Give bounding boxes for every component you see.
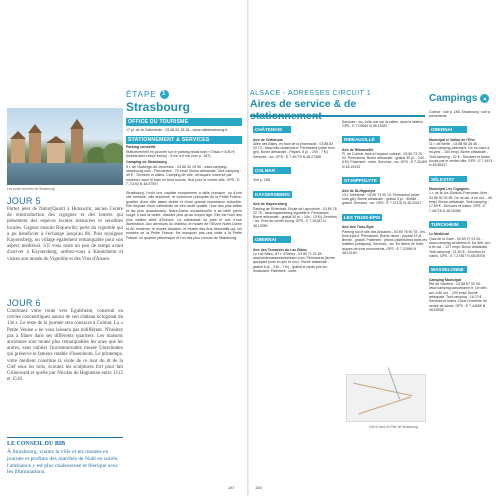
camping-text: 11 r. de Berlin - 03 88 95 38 48 - www.camping-obernai.fr. De mi-mars à mi-janv. - 150 empl. Borne artisanale - Tarif camping : 22 € - Services et loisirs. Accès par le centre-ville. GPS : E 7.4674 N 48.46517: [429, 141, 493, 168]
strasbourg-body: Strasbourg, l'ordo une capitale européenne à taille humaine, ou d'une cité romaine, ville ancienne, et commune principale de la Petite France, quartier d'une ville assez visible et d'une grande importance culturelle. Elle dispose d'une cathédrale de très haute qualité, l'une des plus belles et les plus audacieuses. Notre-Dame occasionnelle à sa belle pierre rouge, il faut la visiter, d'autant plus qu'au moyen âge. Elle est l'une des plus vieilles villes d'Europe. La cathédrale se pare le soir d'une illumination. Aux alentours du château, le musée de l'Œuvre Notre-Dame et Art moderne, le musée Alsacien, le musée des Arts décoratifs qui, les musées de la Petite France. Ne manquez pas une visite à la Petite France, un quartier pittoresque et l'un des plus connus de Strasbourg.: [126, 190, 242, 240]
office-band: OFFICE DU TOURISME: [126, 118, 242, 126]
camping-band: SÉLESTAT: [429, 176, 467, 183]
station-band: STATIONNEMENT & SERVICES: [126, 136, 242, 144]
etape-label: [126, 90, 242, 99]
camping-entry: [429, 118, 493, 168]
camping-text: 9 r. de l'Auberge-de-Jeunesse - 03 88 30 19 96 - www.camping-strasbourg.com - Permanent - 70 empl. Borne artisanale. Tarif camping : 49 € - Services et loisirs. Camping de ville, verdoyant, traversé par ruisseau, avec le tram en fond sonore. Bus pour le centre-ville. GPS : E 7.71192 N 48.57597: [126, 164, 241, 187]
photo-caption: Les ponts couverts de Strasbourg: [7, 187, 55, 191]
camping-entry-title: Le Médiéval: [429, 232, 449, 237]
aire-entry: [342, 169, 427, 206]
camping-entry-title: Camping Municipal: [429, 277, 462, 282]
camping-entry: [429, 110, 493, 119]
tent-icon: ▲: [480, 94, 489, 103]
camping-entry: [429, 258, 493, 312]
camping-entry-title: Municipal Les Cigognes: [429, 187, 470, 192]
aire-entry: [342, 128, 427, 169]
jour6-heading: JOUR 6: [7, 298, 41, 308]
aire-title: Aire des Terrasses du Lac Blanc: [253, 247, 307, 252]
aire-text: Pl. de Colmar, face à l'espace culturel - 03 89 73 20 00. Permanent. Borne artisanale - gratuit 30 pl. - 24h - 6 €/j. Paiement : carte. Services : wc. GPS : E 7.32469 N 48.19433: [342, 151, 427, 169]
jour5-heading: JOUR 5: [7, 196, 41, 206]
aire-entry: [342, 206, 427, 256]
locator-map: [346, 374, 426, 422]
aire-band: OBERNAI: [253, 236, 291, 243]
aire-entry: [253, 228, 338, 273]
aire-text: Parking de l'Erlenbad, Route de Lapoutroie - 03 89 78 22 78 - www.kaysersberg-vignoble.fr. Permanent. Borne artisanale - gratuit 30 pl. - 24h - 10 €/j. Services : wc. Près du centre bourg. GPS : E 7.26181 N 48.13950: [253, 206, 337, 228]
tip-title: LE CONSEIL DU BIB: [7, 441, 66, 447]
aire-title: Aire de St-Hippolyte: [342, 188, 376, 193]
camping-text: 1 r. de la 1re-Division-Française-Libre - 03 88 92 03 98. De mi-avr. à mi-oct. - 48 empl. Borne artisanale. Tarif camping : 17,80 € - Services et loisirs. GPS : E 7.46716 N 48.25389: [429, 191, 492, 213]
aire-text: Parking sur le site des Antonins - 03 89 78 90 78 - les-trois-epis.fr. Permanent. Borne raclet - payant 12 pl. - illimité - gratuit. Paiement : jetons (distributeur dans les toilettes publiques). Services : wc. En lisière de forêt, auprès de trois monuments. GPS : E 7.22969 N 48.10160: [342, 229, 428, 256]
aire-band: COLMAR: [253, 167, 291, 174]
aire-entry: [253, 118, 338, 159]
camping-text: Colmar : voir p. 186. Strasbourg : voir p. précédente.: [429, 109, 492, 118]
aire-text: 13 r. Kleinforst - 03 89 73 00 13. Permanent (mise hors gel). Borne artisanale - gratuit 3 pl. - illimité - gratuit. Services : wc. GPS : E 7.37132 N 48.23317: [342, 192, 422, 206]
aire-title: Aire de Ribeauvillé: [342, 147, 374, 152]
camping-text: Rte de Saverne - 03 88 87 00 08 - www.camping-wasselonne.fr. De déb. avr. à fin oct. - 150 empl. Borne artisanale. Tarif camping : 16,70 € - Services et loisirs. Dans l'enceinte du centre de loisirs. GPS : E 7.44556 N 48.63528: [429, 282, 488, 312]
city-title: Strasbourg: [126, 100, 191, 114]
strasbourg-photo: [7, 108, 123, 185]
camping-band: OBERNAI: [429, 126, 467, 133]
jour6-text: Continuez votre route vers Eguisheim, construit en cercles concentriques autour de son château octogonal du 13e s. Le reste de la journée sera consacré à Colmar. La « Petite Venise » ne vous laissera pas indifférent. N'hésitez pas à flâner dans ses différents quartiers. Les maisons anciennes sont toutes plus remarquables les unes que les autres, sans oublier l'incontournable musée Unterlinden qui préserve le fameux retable d'Issenheim. Le printemps, votre meilleur constitue la visite de ce tour du lit de la Clef sous les toits, écoutez les sculptures fort pour fait Grünewald et quelle par Nicolas de Haguenau entre 1512 et 1516.: [7, 309, 123, 383]
aire-title: Aire de Kaysersberg: [253, 202, 288, 207]
camping-entry: [429, 168, 493, 213]
parking-block: [126, 145, 242, 158]
aire-title: Aire des Trois-Épis: [342, 225, 374, 230]
right-title: Aires de service & de: [250, 98, 357, 110]
aire-band: CHÂTENOIS: [253, 126, 291, 133]
etape-number: 1: [160, 90, 169, 99]
etape-word: ÉTAPE: [126, 90, 157, 99]
aire-text: Services : wc. Jolie vue sur la vallée, dans la station. GPS : E 7.09069 N 48.13587: [342, 119, 424, 128]
camping-title: [429, 93, 493, 104]
camping-band: TURCKHEIM: [429, 221, 467, 228]
camping-title-text: Campings: [429, 93, 478, 104]
map-caption: Voir le nord du Pôle de Strasbourg: [369, 425, 418, 429]
camping-band: WASSELONNE: [429, 266, 467, 273]
camping-entry-title: Municipal le Vallon de l'Ehn: [429, 137, 475, 142]
camping-text: Quai de la Gare - 03 89 27 02 00 - www.camping-turckheim.fr. De déb. avr. à fin oct. - 127 empl. Borne artisanale. Tarif camping : 21,50 € - Services et loisirs. GPS : E 7.27467 N 48.08704: [429, 236, 491, 258]
aire-text: Allée des Bains, en face de la pharmacie - 03 88 82 02 74 - www.ville-chatenois.fr. Permanent (mise hors gel). Borne artisanale - Payant. 5 pl. - 24h - 7 €/j. Services : wc. GPS : E 7.39775 N 48.27488: [253, 141, 335, 159]
page-number-right: 188: [255, 485, 262, 490]
aire-band: RIBEAUVILLÉ: [342, 136, 380, 143]
aires-column-1: [253, 118, 338, 273]
aire-text: Le Lac Blanc, 67 r. d'Orbey - 03 89 71 21 65 - www.lesterrassesdulacblanc.com. Permanent (fermé quelques jours en juin et nov.). Borne artisanale - gratuit 6 pl. - 24h - 7 €/j - gratuit si repas pris au restaurant. Paiement : carte.: [253, 251, 335, 274]
camping-block: [126, 160, 242, 186]
aire-title: Aire de Châtenois: [253, 137, 283, 142]
page-number-left: 187: [228, 485, 235, 490]
parking-title: Parking conseillé: [126, 145, 156, 150]
aires-column-2: [342, 118, 427, 255]
camping-column: [429, 108, 493, 312]
aire-entry: [253, 183, 338, 228]
tip-box: [7, 437, 123, 476]
aire-text: Voir p. 189.: [253, 178, 271, 183]
left-page: [0, 0, 247, 496]
right-page: [249, 0, 496, 496]
camping-entry: [429, 213, 493, 258]
camping-title: Camping de Strasbourg: [126, 160, 167, 165]
camping-header: [429, 93, 493, 104]
header-rule: [250, 115, 425, 117]
tip-text: À Strasbourg, visitez la ville et les musées en journée et profitez des marchés de Noël en soirée, l'ambiance y est plus chaleureuse et féerique avec les illuminations.: [7, 449, 119, 476]
etape-column: [126, 90, 242, 240]
aire-entry: [342, 120, 427, 129]
right-kicker: ALSACE - ADRESSES CIRCUIT 1: [250, 90, 372, 97]
aire-band: ST-HIPPOLYTE: [342, 177, 380, 184]
office-text: 17 pl. de la Cathédrale - 03 88 52 28 28 - www.visitstrasbourg.fr: [126, 127, 228, 132]
parking-text: Stationnement en journée sur le parking relais tram « Elsau » 6,80 € (tickets aller-retour inclus) - 5 mn à 6 mn (voir p. 187).: [126, 149, 235, 159]
aire-band: KAYSERSBERG: [255, 191, 291, 197]
aire-entry: [253, 159, 338, 183]
jour5-text: Partez jeter de Natur(Quart) à Hunawihr, ancien Centre de reintroduction des cigognes et des loutres qui présentent des espèces locales menacées et sensibles locales. Gagnez ensuite Riquewihr, perle du vignoble qui a pu bénéficier à l'échange jusqu'au 8h. Puis rejoignez Kaysersberg, un village également remarquable pour son aspect médiéval. S'il vous reste un peu de temps avant d'arriver à Kaysersberg, arrêtez-vous à Kientzheim et visitez son musée du Vignoble et des Vins d'Alsace.: [7, 207, 123, 262]
aire-band: LES TROIS-ÉPIS: [344, 214, 381, 220]
